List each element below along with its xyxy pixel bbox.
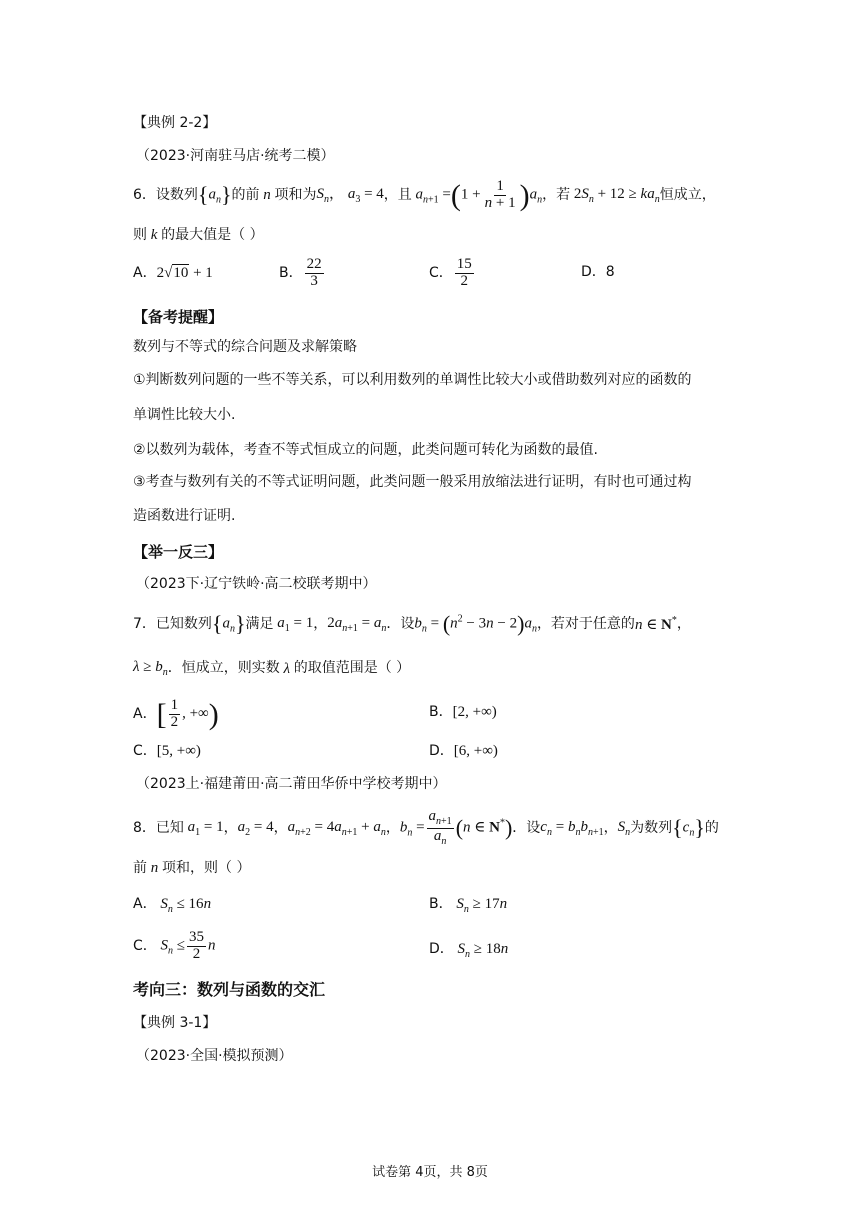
tip-title: 【备考提醒】: [133, 308, 224, 326]
question-8-stem: 8．已知 $a_1 = 1$ ， $a_2 = 4$ ， $a_{n+2} = 4a_{n+1} + a_n$ ， $b_n$ = $\frac{a_{n+1}}{a_n}$ (n ∈ N*) ．设 $c_n = b_nb_{n+1}$ ， $S_n$ 为数列 $\{c_n\}$ 的: [133, 808, 719, 847]
option-7a[interactable]: A． [ $\frac{1}{2}$ , +∞): [133, 696, 219, 731]
example-heading: 【典例 2-2】: [133, 115, 217, 131]
tip-intro: 数列与不等式的综合问题及求解策略: [133, 339, 357, 355]
source-note: （2023下·辽宁铁岭·高二校联考期中）: [136, 576, 377, 592]
option-6b[interactable]: B． $\frac{22}{3}$: [279, 255, 322, 289]
tip-point-1a: ①判断数列问题的一些不等关系，可以利用数列的单调性比较大小或借助数列对应的函数的: [133, 372, 692, 388]
option-6d[interactable]: D．8: [581, 264, 615, 280]
source-note: （2023上·福建莆田·高二莆田华侨中学校考期中）: [136, 776, 447, 792]
tip-point-3a: ③考查与数列有关的不等式证明问题，此类问题一般采用放缩法进行证明，有时也可通过构: [133, 474, 692, 490]
question-7-line2: $\lambda \ge b_n$ ．恒成立，则实数 λ 的取值范围是（ ）: [133, 659, 411, 678]
example-heading: 【典例 3-1】: [133, 1015, 217, 1031]
question-8-line2: 前 n 项和，则（ ）: [133, 860, 251, 876]
source-note: （2023·全国·模拟预测）: [136, 1048, 293, 1064]
question-7-stem: 7．已知数列 $\{a_n\}$ 满足 $a_1 = 1$ ， $2a_{n+1} = a_n$ ．设 $b_n = (n^2 - 3n - 2)a_n$ ，若对于任意的 n ∈ N* ，: [133, 610, 691, 636]
page-footer: 试卷第 4页，共 8页: [372, 1165, 488, 1180]
question-6-line2: 则 k 的最大值是（ ）: [133, 227, 264, 243]
option-6c[interactable]: C． $\frac{15}{2}$: [429, 255, 472, 289]
source-note: （2023·河南驻马店·统考二模）: [136, 148, 335, 164]
option-7b[interactable]: B．[2, +∞): [429, 704, 497, 720]
practice-title: 【举一反三】: [133, 543, 224, 561]
option-6a[interactable]: A． 2√10 + 1: [133, 264, 213, 281]
option-7c[interactable]: C．[5, +∞): [133, 743, 201, 759]
option-8d[interactable]: D． $S_n \ge 18n$: [429, 941, 509, 960]
option-8a[interactable]: A． $S_n \le 16n$: [133, 896, 212, 915]
option-8b[interactable]: B． $S_n \ge 17n$: [429, 896, 508, 915]
tip-point-3b: 造函数进行证明.: [133, 508, 236, 524]
tip-point-2: ②以数列为载体，考查不等式恒成立的问题，此类问题可转化为函数的最值.: [133, 442, 598, 458]
tip-point-1b: 单调性比较大小.: [133, 407, 236, 423]
option-7d[interactable]: D．[6, +∞): [429, 743, 498, 759]
option-8c[interactable]: C． $S_n$ ≤ $\frac{35}{2}$ n: [133, 928, 216, 962]
question-6-stem: 6．设数列 $\{a_n\}$ 的前 n 项和为 $S_n$， $a_3 = 4$ ，且 $a_{n+1} =(1$ + $\frac{1}{n + 1}$ )$a_n$ ，若 $2S_n + 12 \ge ka_n$ 恒成立，: [133, 177, 716, 212]
section-heading: 考向三：数列与函数的交汇: [133, 980, 326, 999]
